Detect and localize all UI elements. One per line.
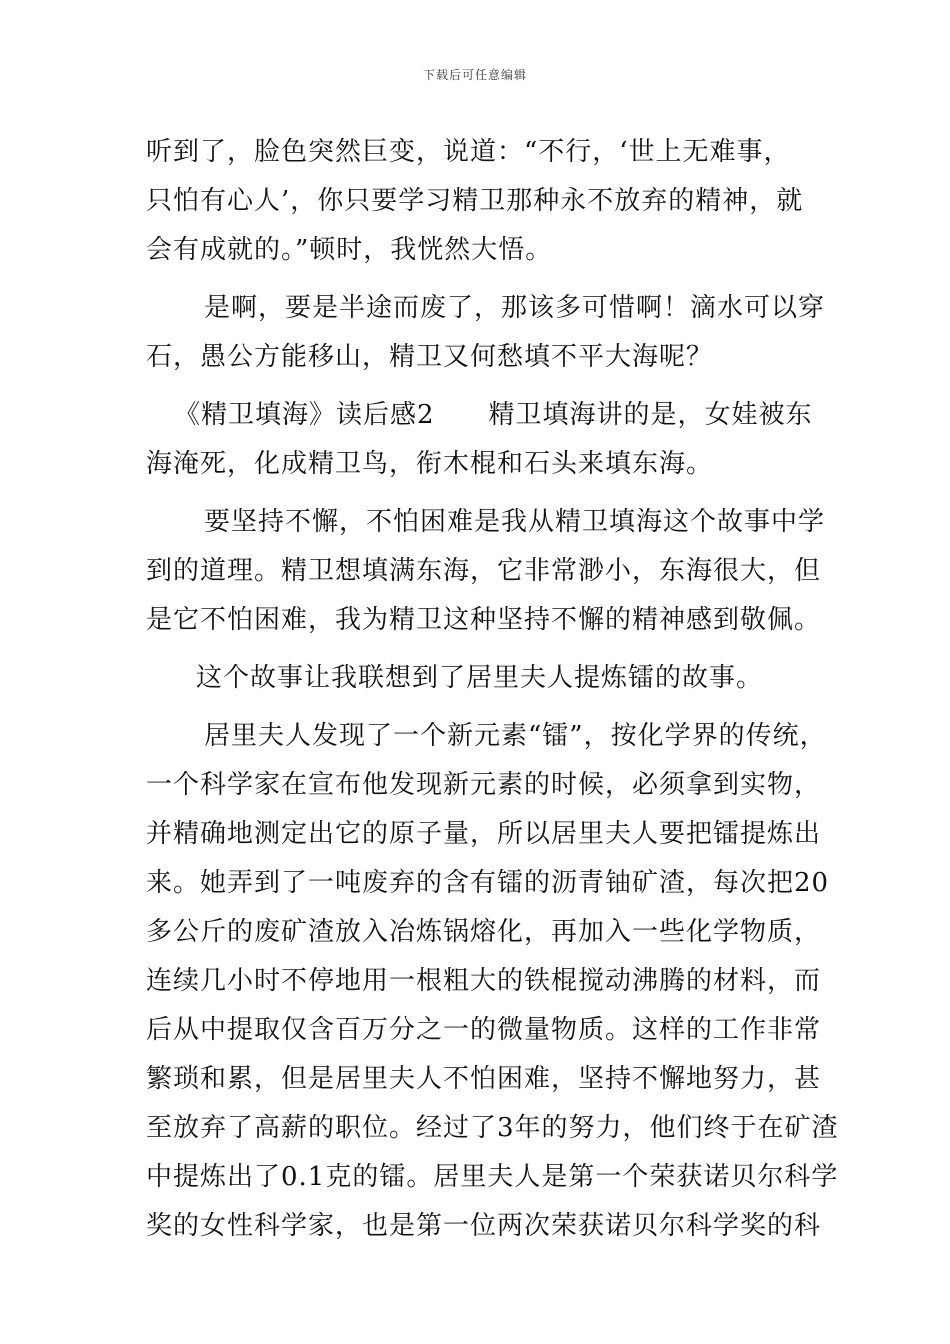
text-line: 是它不怕困难，我为精卫这种坚持不懈的精神感到敬佩。: [146, 605, 822, 635]
text-line: 后从中提取仅含百万分之一的微量物质。这样的工作非常: [146, 1015, 822, 1045]
document-body: [146, 128, 839, 1251]
text-line: 《精卫填海》读后感2 精卫填海讲的是，女娃被东: [174, 400, 813, 430]
text-line: 多公斤的废矿渣放入冶炼锅熔化，再加入一些化学物质，: [146, 917, 822, 947]
text-line: 要坚持不懈，不怕困难是我从精卫填海这个故事中学: [204, 507, 826, 537]
text-line: 繁琐和累，但是居里夫人不怕困难，坚持不懈地努力，甚: [146, 1064, 822, 1094]
text-line: 石，愚公方能移山，精卫又何愁填不平大海呢？: [146, 342, 714, 372]
text-line: 并精确地测定出它的原子量，所以居里夫人要把镭提炼出: [146, 819, 822, 849]
text-line: 只怕有心人’，你只要学习精卫那种永不放弃的精神，就: [146, 186, 804, 216]
text-line: 连续几小时不停地用一根粗大的铁棍搅动沸腾的材料，而: [146, 966, 822, 996]
text-line: 是啊，要是半途而废了，那该多可惜啊！滴水可以穿: [204, 293, 826, 323]
text-line: 一个科学家在宣布他发现新元素的时候，必须拿到实物，: [146, 770, 822, 800]
text-line: 听到了，脸色突然巨变，说道：“不行，‘世上无难事，: [146, 137, 791, 167]
text-line: 奖的女性科学家，也是第一位两次荣获诺贝尔科学奖的科: [146, 1211, 822, 1241]
header-note: 下载后可任意编辑: [422, 68, 527, 82]
text-line: 这个故事让我联想到了居里夫人提炼镭的故事。: [196, 663, 764, 693]
text-line: 至放弃了高薪的职位。经过了3年的努力，他们终于在矿渣: [146, 1113, 839, 1143]
text-line: 到的道理。精卫想填满东海，它非常渺小，东海很大，但: [146, 556, 822, 586]
text-line: 会有成就的。”顿时，我恍然大悟。: [146, 235, 553, 265]
text-line: 海淹死，化成精卫鸟，衔木棍和石头来填东海。: [146, 449, 714, 479]
text-line: 中提炼出了0.1克的镭。居里夫人是第一个荣获诺贝尔科学: [146, 1162, 839, 1192]
text-line: 居里夫人发现了一个新元素“镭”，按化学界的传统，: [204, 721, 827, 751]
text-line: 来。她弄到了一吨废弃的含有镭的沥青铀矿渣，每次把20: [146, 868, 830, 898]
